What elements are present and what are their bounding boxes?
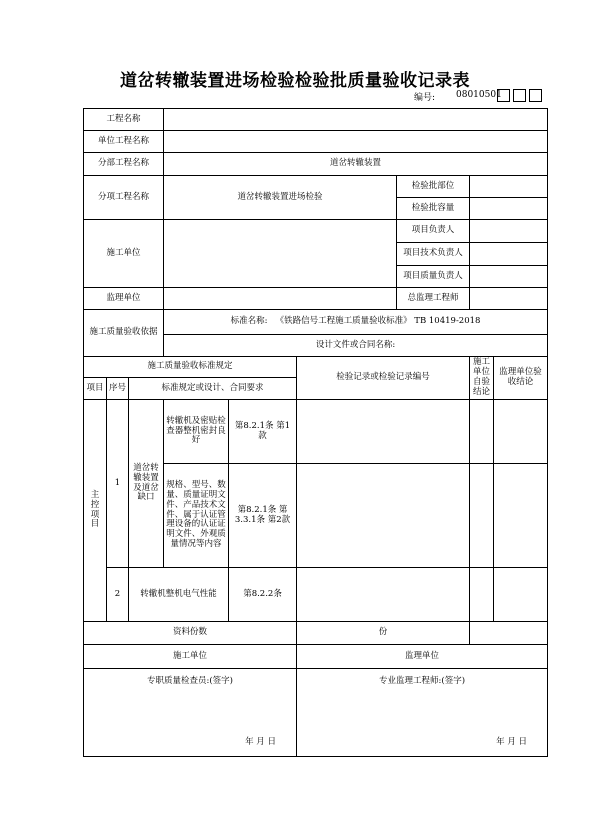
acceptance-form-table [83,108,548,757]
item-header: 项目 [84,378,107,400]
standard-name-value: 《铁路信号工程施工质量验收标准》 TB 10419-2018 [275,316,481,327]
docs-count-blank [470,622,548,645]
item-1-name: 道岔转辙装置及道岔缺口 [129,400,164,568]
supervision-unit-label: 监理单位 [84,288,164,310]
acceptance-standard-header: 施工质量验收标准规定 [84,357,297,378]
form-title: 道岔转辙装置进场检验检验批质量验收记录表 [120,71,470,91]
subitem-project-label: 分项工程名称 [84,176,164,220]
standard-name-row [164,310,548,335]
construction-date: 年 月 日 [245,737,277,748]
item-1b-clause: 第8.2.1条 第3.3.1条 第2款 [229,464,297,568]
item-1a-supervision[interactable] [494,400,548,464]
item-1b-supervision[interactable] [494,464,548,568]
design-docs-row[interactable] [164,335,548,357]
standard-name-label: 标准名称: [230,316,268,327]
construction-unit-label: 施工单位 [84,220,164,288]
item-1a-self-check[interactable] [470,400,494,464]
supervision-unit-field[interactable] [164,288,397,310]
item-2-clause: 第8.2.2条 [229,568,297,622]
chief-supervisor-field[interactable] [470,288,548,310]
docs-count-unit[interactable]: 份 [297,622,470,645]
project-manager-label: 项目负责人 [397,220,470,243]
project-manager-field[interactable] [470,220,548,243]
item-1b-requirement: 规格、型号、数量、质量证明文件、产品技术文件、属于认证管理设备的认证证明文件、外观质量情况等内容 [164,464,229,568]
item-1a-requirement: 转辙机及密贴检查器整机密封良好 [164,400,229,464]
construction-unit-field[interactable] [164,220,397,288]
batch-capacity-field[interactable] [470,198,548,220]
inspection-record-header: 检验记录或检验记录编号 [297,357,470,400]
unit-project-label: 单位工程名称 [84,131,164,153]
tech-manager-label: 项目技术负责人 [397,243,470,266]
division-project-label: 分部工程名称 [84,153,164,176]
tech-manager-field[interactable] [470,243,548,266]
supervision-signer-label: 专业监理工程师:(签字) [379,676,466,686]
item-1a-clause: 第8.2.1条 第1款 [229,400,297,464]
batch-location-label: 检验批部位 [397,176,470,198]
unit-project-field[interactable] [164,131,548,153]
docs-count-label: 资料份数 [84,622,297,645]
code-value: 08010501 [456,90,502,100]
division-project-value: 道岔转辙装置 [164,153,548,176]
supervision-signature-cell[interactable] [297,669,548,757]
item-2-seq: 2 [107,568,129,622]
design-docs-label: 设计文件或合同名称: [315,339,396,350]
seq-header: 序号 [107,378,129,400]
item-2-record[interactable] [297,568,470,622]
batch-location-field[interactable] [470,176,548,198]
signature-supervision-header: 监理单位 [297,645,548,669]
item-2-requirement: 转辙机整机电气性能 [129,568,229,622]
item-1-seq: 1 [107,400,129,568]
project-name-label: 工程名称 [84,109,164,131]
supervision-conclusion-header: 监理单位验收结论 [494,357,548,400]
code-box-2[interactable] [513,89,526,102]
item-1b-record[interactable] [297,464,470,568]
item-1b-self-check[interactable] [470,464,494,568]
construction-signature-cell[interactable] [84,669,297,757]
batch-capacity-label: 检验批容量 [397,198,470,220]
project-name-field[interactable] [164,109,548,131]
main-control-label: 主控项目 [84,400,107,622]
construction-signer-label: 专职质量检查员:(签字) [147,676,233,686]
item-2-self-check[interactable] [470,568,494,622]
supervision-date: 年 月 日 [496,737,528,748]
chief-supervisor-label: 总监理工程师 [397,288,470,310]
code-box-3[interactable] [529,89,542,102]
code-box-1[interactable] [497,89,510,102]
quality-manager-field[interactable] [470,266,548,288]
code-label: 编号: [414,93,436,103]
quality-manager-label: 项目质量负责人 [397,266,470,288]
subitem-project-value: 道岔转辙装置进场检验 [164,176,397,220]
standard-requirement-header: 标准规定或设计、合同要求 [129,378,297,400]
basis-label: 施工质量验收依据 [84,310,164,357]
item-1a-record[interactable] [297,400,470,464]
signature-construction-header: 施工单位 [84,645,297,669]
construction-self-check-header: 施工单位自验结论 [470,357,494,400]
item-2-supervision[interactable] [494,568,548,622]
